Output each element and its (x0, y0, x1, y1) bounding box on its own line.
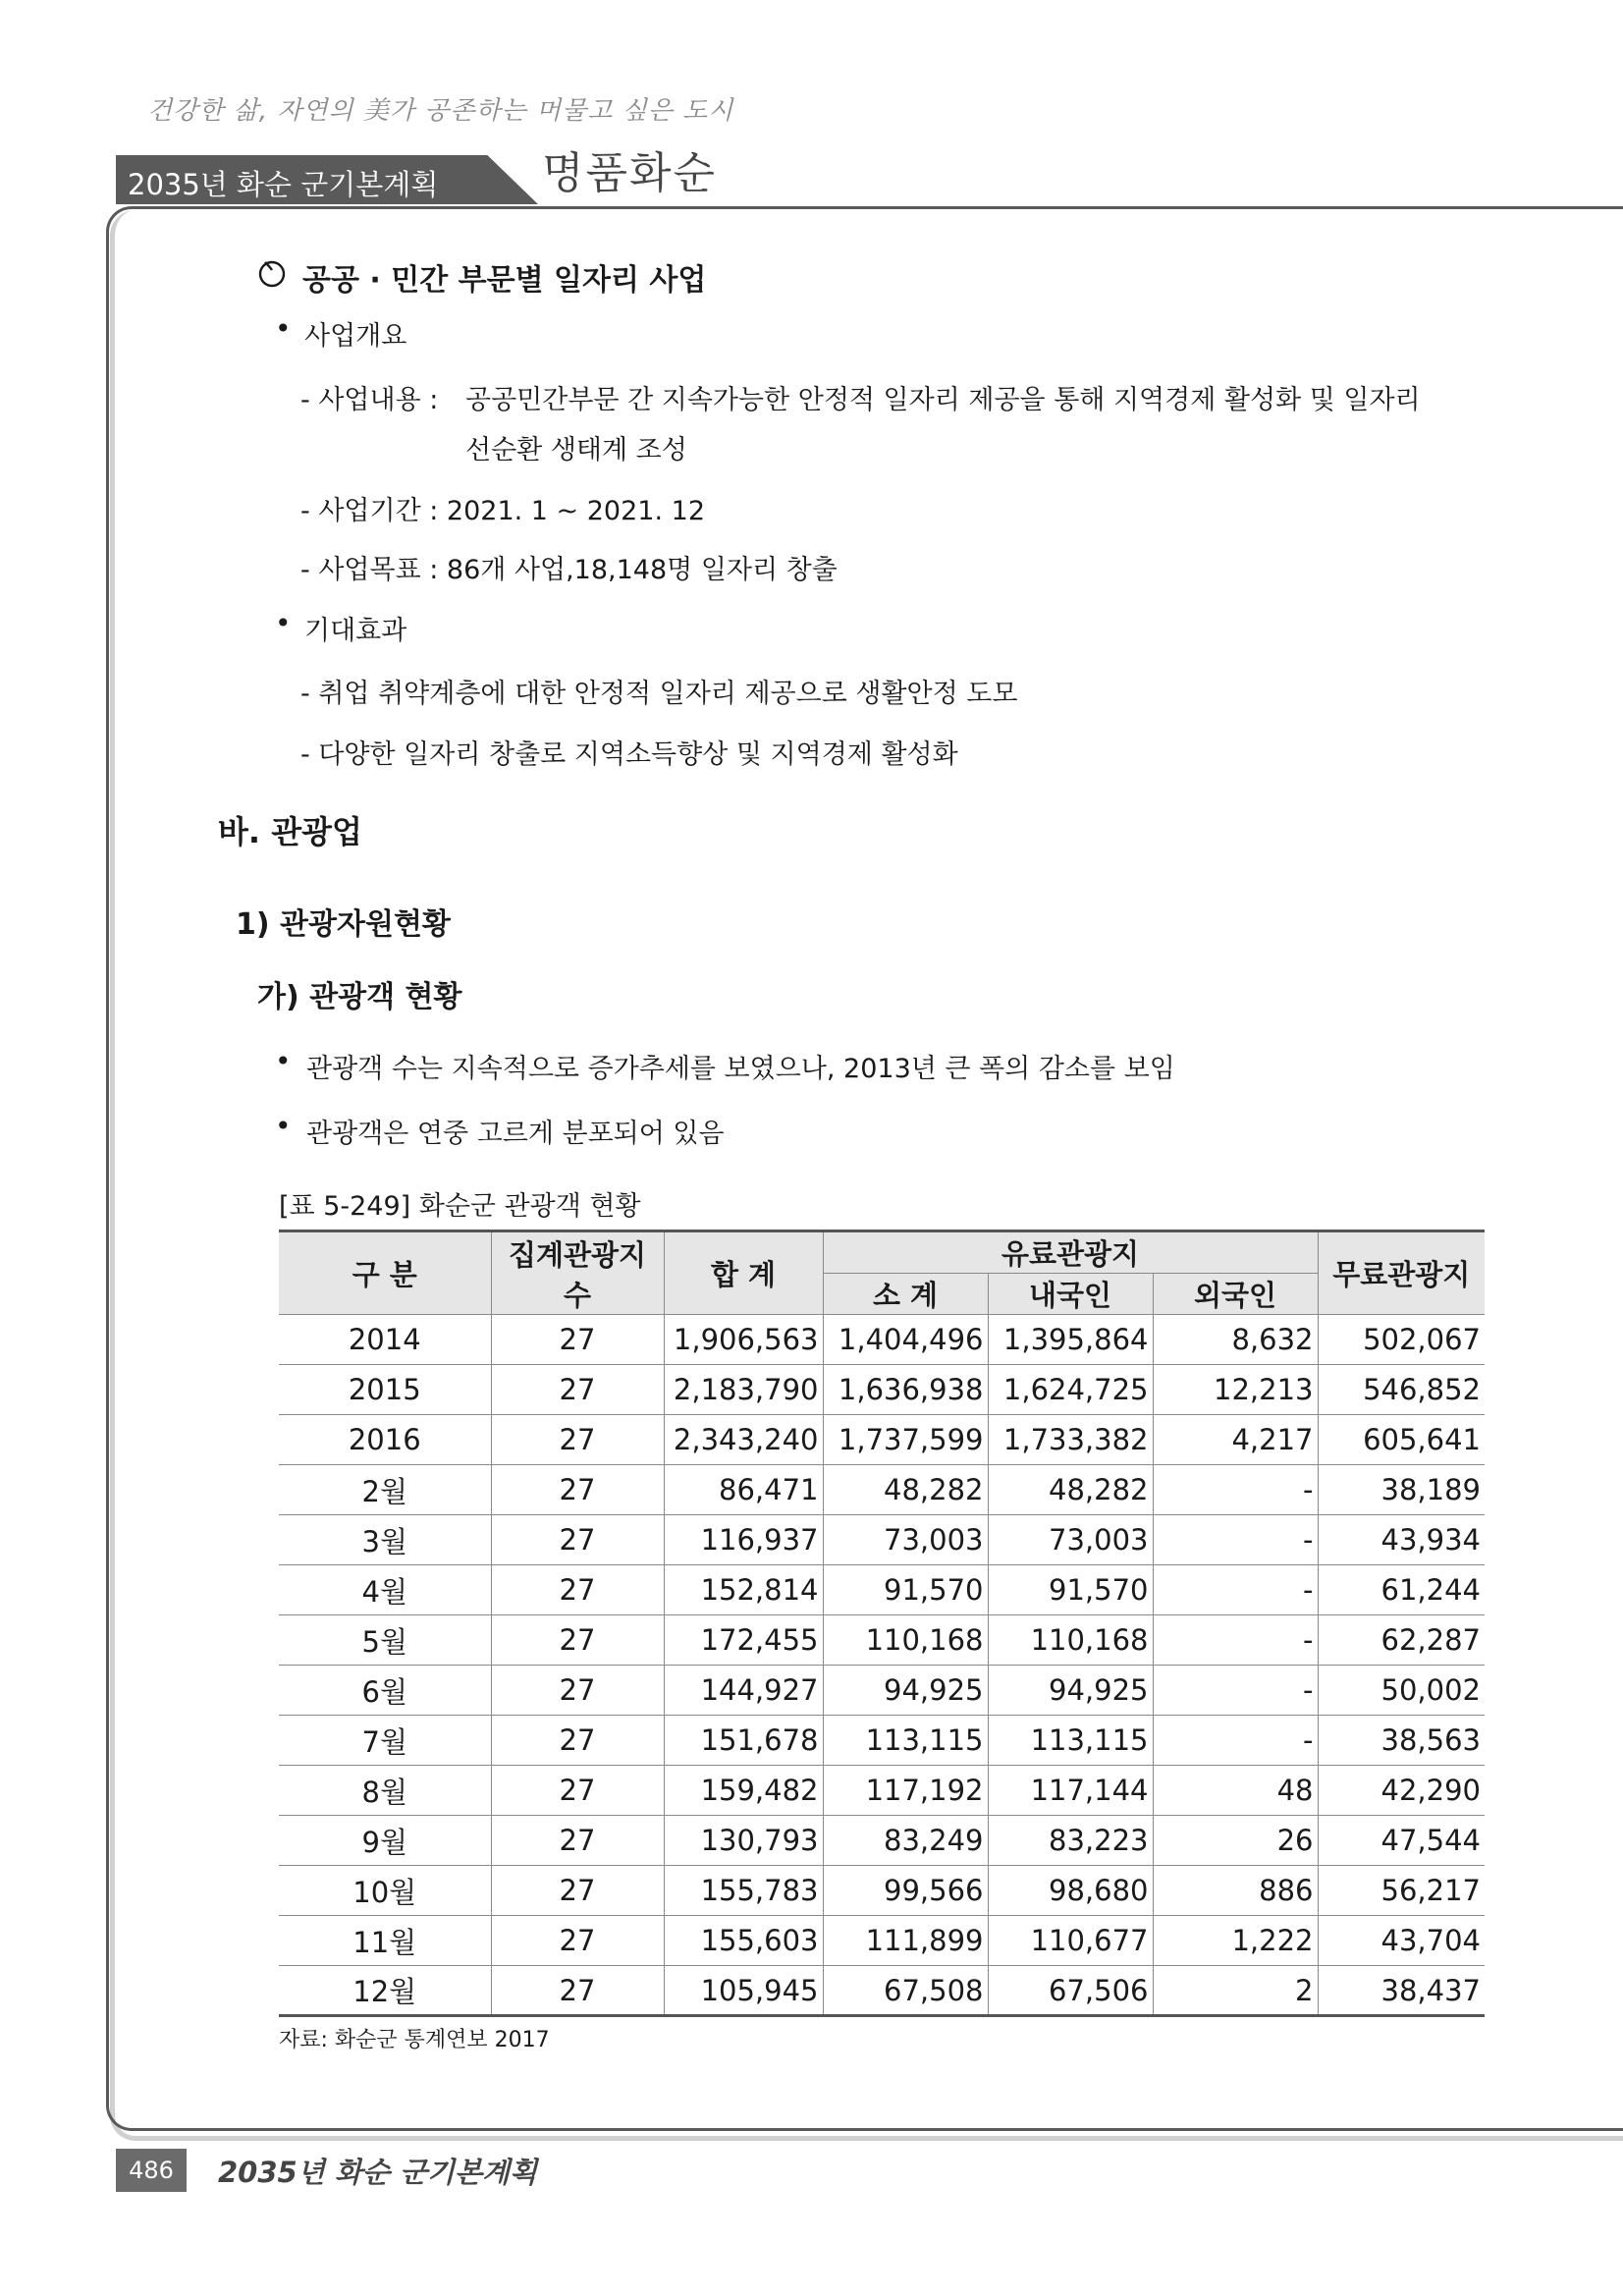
cell-foreign: 12,213 (1153, 1365, 1318, 1415)
header-domestic: 내국인 (988, 1274, 1153, 1315)
cell-foreign: 8,632 (1153, 1315, 1318, 1365)
project-period: - 사업기간 : 2021. 1 ~ 2021. 12 (300, 496, 705, 526)
cell-category: 6월 (279, 1666, 491, 1716)
cell-category: 12월 (279, 1966, 491, 2016)
cell-foreign: 2 (1153, 1966, 1318, 2016)
tourist-table (279, 1230, 1485, 2017)
table-row (279, 1916, 1485, 1966)
cell-subtotal: 91,570 (823, 1565, 988, 1615)
table-row (279, 1515, 1485, 1565)
cell-sites: 27 (491, 1716, 664, 1766)
cell-subtotal: 117,192 (823, 1766, 988, 1816)
cell-foreign: 26 (1153, 1816, 1318, 1866)
cell-subtotal: 83,249 (823, 1816, 988, 1866)
cell-category: 5월 (279, 1615, 491, 1666)
cell-free: 56,217 (1318, 1866, 1485, 1916)
cell-category: 4월 (279, 1565, 491, 1615)
cell-domestic: 1,624,725 (988, 1365, 1153, 1415)
cell-domestic: 94,925 (988, 1666, 1153, 1716)
cell-domestic: 67,506 (988, 1966, 1153, 2016)
cell-free: 61,244 (1318, 1565, 1485, 1615)
cell-subtotal: 1,636,938 (823, 1365, 988, 1415)
content-label: - 사업내용 : (300, 385, 439, 415)
cell-total: 155,603 (664, 1916, 823, 1966)
cell-foreign: 1,222 (1153, 1916, 1318, 1966)
cell-sites: 27 (491, 1866, 664, 1916)
cell-subtotal: 67,508 (823, 1966, 988, 2016)
cell-free: 502,067 (1318, 1315, 1485, 1365)
cell-subtotal: 1,404,496 (823, 1315, 988, 1365)
cell-sites: 27 (491, 1315, 664, 1365)
circle-bullet-icon (257, 258, 287, 288)
table-row (279, 1465, 1485, 1515)
table-row (279, 1666, 1485, 1716)
section-heading: 바. 관광업 (218, 813, 362, 850)
bullet-icon: • (275, 312, 292, 345)
cell-foreign: 48 (1153, 1766, 1318, 1816)
cell-foreign: - (1153, 1666, 1318, 1716)
bullet-icon: • (275, 1110, 292, 1142)
cell-sites: 27 (491, 1916, 664, 1966)
cell-domestic: 117,144 (988, 1766, 1153, 1816)
cell-sites: 27 (491, 1615, 664, 1666)
cell-total: 105,945 (664, 1966, 823, 2016)
header-motto: 건강한 삶, 자연의 美가 공존하는 머물고 싶은 도시 (147, 96, 734, 126)
table-row (279, 1716, 1485, 1766)
cell-subtotal: 111,899 (823, 1916, 988, 1966)
cell-domestic: 1,733,382 (988, 1415, 1153, 1465)
cell-category: 9월 (279, 1816, 491, 1866)
cell-sites: 27 (491, 1666, 664, 1716)
brand-logo: 명품화순 (542, 148, 718, 198)
project-goal: - 사업목표 : 86개 사업,18,148명 일자리 창출 (300, 555, 838, 585)
cell-free: 47,544 (1318, 1816, 1485, 1866)
cell-total: 172,455 (664, 1615, 823, 1666)
content-line2: 선순환 생태계 조성 (465, 435, 687, 465)
cell-total: 144,927 (664, 1666, 823, 1716)
overview-heading: 사업개요 (304, 321, 407, 352)
tourism-bullet-1: 관광객 수는 지속적으로 증가추세를 보였으나, 2013년 큰 폭의 감소를 보임 (306, 1054, 1175, 1084)
cell-sites: 27 (491, 1515, 664, 1565)
table-row (279, 1615, 1485, 1666)
table-row (279, 1966, 1485, 2016)
table-row (279, 1766, 1485, 1816)
cell-subtotal: 99,566 (823, 1866, 988, 1916)
cell-category: 7월 (279, 1716, 491, 1766)
cell-total: 86,471 (664, 1465, 823, 1515)
cell-subtotal: 94,925 (823, 1666, 988, 1716)
cell-free: 605,641 (1318, 1415, 1485, 1465)
project-title: 공공 · 민간 부문별 일자리 사업 (302, 263, 707, 298)
cell-total: 151,678 (664, 1716, 823, 1766)
cell-foreign: - (1153, 1615, 1318, 1666)
footer-title: 2035년 화순 군기본계획 (218, 2156, 538, 2189)
cell-free: 43,934 (1318, 1515, 1485, 1565)
cell-sites: 27 (491, 1766, 664, 1816)
subsection-1: 1) 관광자원현황 (236, 907, 451, 942)
cell-subtotal: 1,737,599 (823, 1415, 988, 1465)
cell-total: 152,814 (664, 1565, 823, 1615)
cell-total: 1,906,563 (664, 1315, 823, 1365)
bullet-icon: • (275, 607, 292, 639)
table-source: 자료: 화순군 통계연보 2017 (279, 2028, 550, 2052)
cell-foreign: - (1153, 1565, 1318, 1615)
cell-total: 130,793 (664, 1816, 823, 1866)
effects-heading: 기대효과 (304, 616, 407, 646)
cell-foreign: - (1153, 1515, 1318, 1565)
page-number: 486 (116, 2149, 187, 2192)
cell-subtotal: 73,003 (823, 1515, 988, 1565)
cell-free: 42,290 (1318, 1766, 1485, 1816)
table-row (279, 1565, 1485, 1615)
cell-subtotal: 113,115 (823, 1716, 988, 1766)
table-caption: [표 5-249] 화순군 관광객 현황 (279, 1191, 641, 1222)
cell-domestic: 48,282 (988, 1465, 1153, 1515)
cell-category: 10월 (279, 1866, 491, 1916)
cell-domestic: 110,677 (988, 1916, 1153, 1966)
cell-category: 2016 (279, 1415, 491, 1465)
cell-subtotal: 110,168 (823, 1615, 988, 1666)
cell-foreign: 4,217 (1153, 1415, 1318, 1465)
cell-total: 155,783 (664, 1866, 823, 1916)
cell-total: 2,343,240 (664, 1415, 823, 1465)
cell-free: 62,287 (1318, 1615, 1485, 1666)
cell-foreign: 886 (1153, 1866, 1318, 1916)
cell-category: 2014 (279, 1315, 491, 1365)
cell-domestic: 73,003 (988, 1515, 1153, 1565)
header-paid: 유료관광지 (823, 1231, 1318, 1274)
content-line1: 공공민간부문 간 지속가능한 안정적 일자리 제공을 통해 지역경제 활성화 및 일자리 (465, 385, 1421, 415)
cell-free: 50,002 (1318, 1666, 1485, 1716)
cell-domestic: 110,168 (988, 1615, 1153, 1666)
header-category: 구 분 (279, 1231, 491, 1315)
plan-title: 2035년 화순 군기본계획 (128, 168, 439, 201)
cell-foreign: - (1153, 1465, 1318, 1515)
table-row (279, 1816, 1485, 1866)
cell-total: 2,183,790 (664, 1365, 823, 1415)
cell-subtotal: 48,282 (823, 1465, 988, 1515)
cell-free: 546,852 (1318, 1365, 1485, 1415)
cell-sites: 27 (491, 1816, 664, 1866)
effect-2: - 다양한 일자리 창출로 지역소득향상 및 지역경제 활성화 (300, 739, 958, 770)
header-total: 합 계 (664, 1231, 823, 1315)
header-foreign: 외국인 (1153, 1274, 1318, 1315)
cell-total: 159,482 (664, 1766, 823, 1816)
cell-sites: 27 (491, 1465, 664, 1515)
header-subtotal: 소 계 (823, 1274, 988, 1315)
cell-free: 38,563 (1318, 1716, 1485, 1766)
cell-category: 3월 (279, 1515, 491, 1565)
cell-foreign: - (1153, 1716, 1318, 1766)
cell-domestic: 1,395,864 (988, 1315, 1153, 1365)
cell-domestic: 83,223 (988, 1816, 1153, 1866)
table-row (279, 1415, 1485, 1465)
cell-domestic: 98,680 (988, 1866, 1153, 1916)
cell-category: 11월 (279, 1916, 491, 1966)
header-free: 무료관광지 (1318, 1231, 1485, 1315)
cell-category: 2015 (279, 1365, 491, 1415)
bullet-icon: • (275, 1045, 292, 1077)
table-row (279, 1365, 1485, 1415)
table-row (279, 1315, 1485, 1365)
tourism-bullet-2: 관광객은 연중 고르게 분포되어 있음 (306, 1119, 725, 1149)
cell-free: 38,189 (1318, 1465, 1485, 1515)
cell-domestic: 113,115 (988, 1716, 1153, 1766)
cell-sites: 27 (491, 1966, 664, 2016)
subsection-2: 가) 관광객 현황 (257, 980, 462, 1014)
cell-total: 116,937 (664, 1515, 823, 1565)
table-row (279, 1866, 1485, 1916)
cell-category: 2월 (279, 1465, 491, 1515)
cell-category: 8월 (279, 1766, 491, 1816)
cell-domestic: 91,570 (988, 1565, 1153, 1615)
cell-sites: 27 (491, 1565, 664, 1615)
effect-1: - 취업 취약계층에 대한 안정적 일자리 제공으로 생활안정 도모 (300, 679, 1018, 709)
header-sites: 집계관광지수 (491, 1231, 664, 1315)
cell-free: 38,437 (1318, 1966, 1485, 2016)
cell-sites: 27 (491, 1365, 664, 1415)
cell-sites: 27 (491, 1415, 664, 1465)
cell-free: 43,704 (1318, 1916, 1485, 1966)
